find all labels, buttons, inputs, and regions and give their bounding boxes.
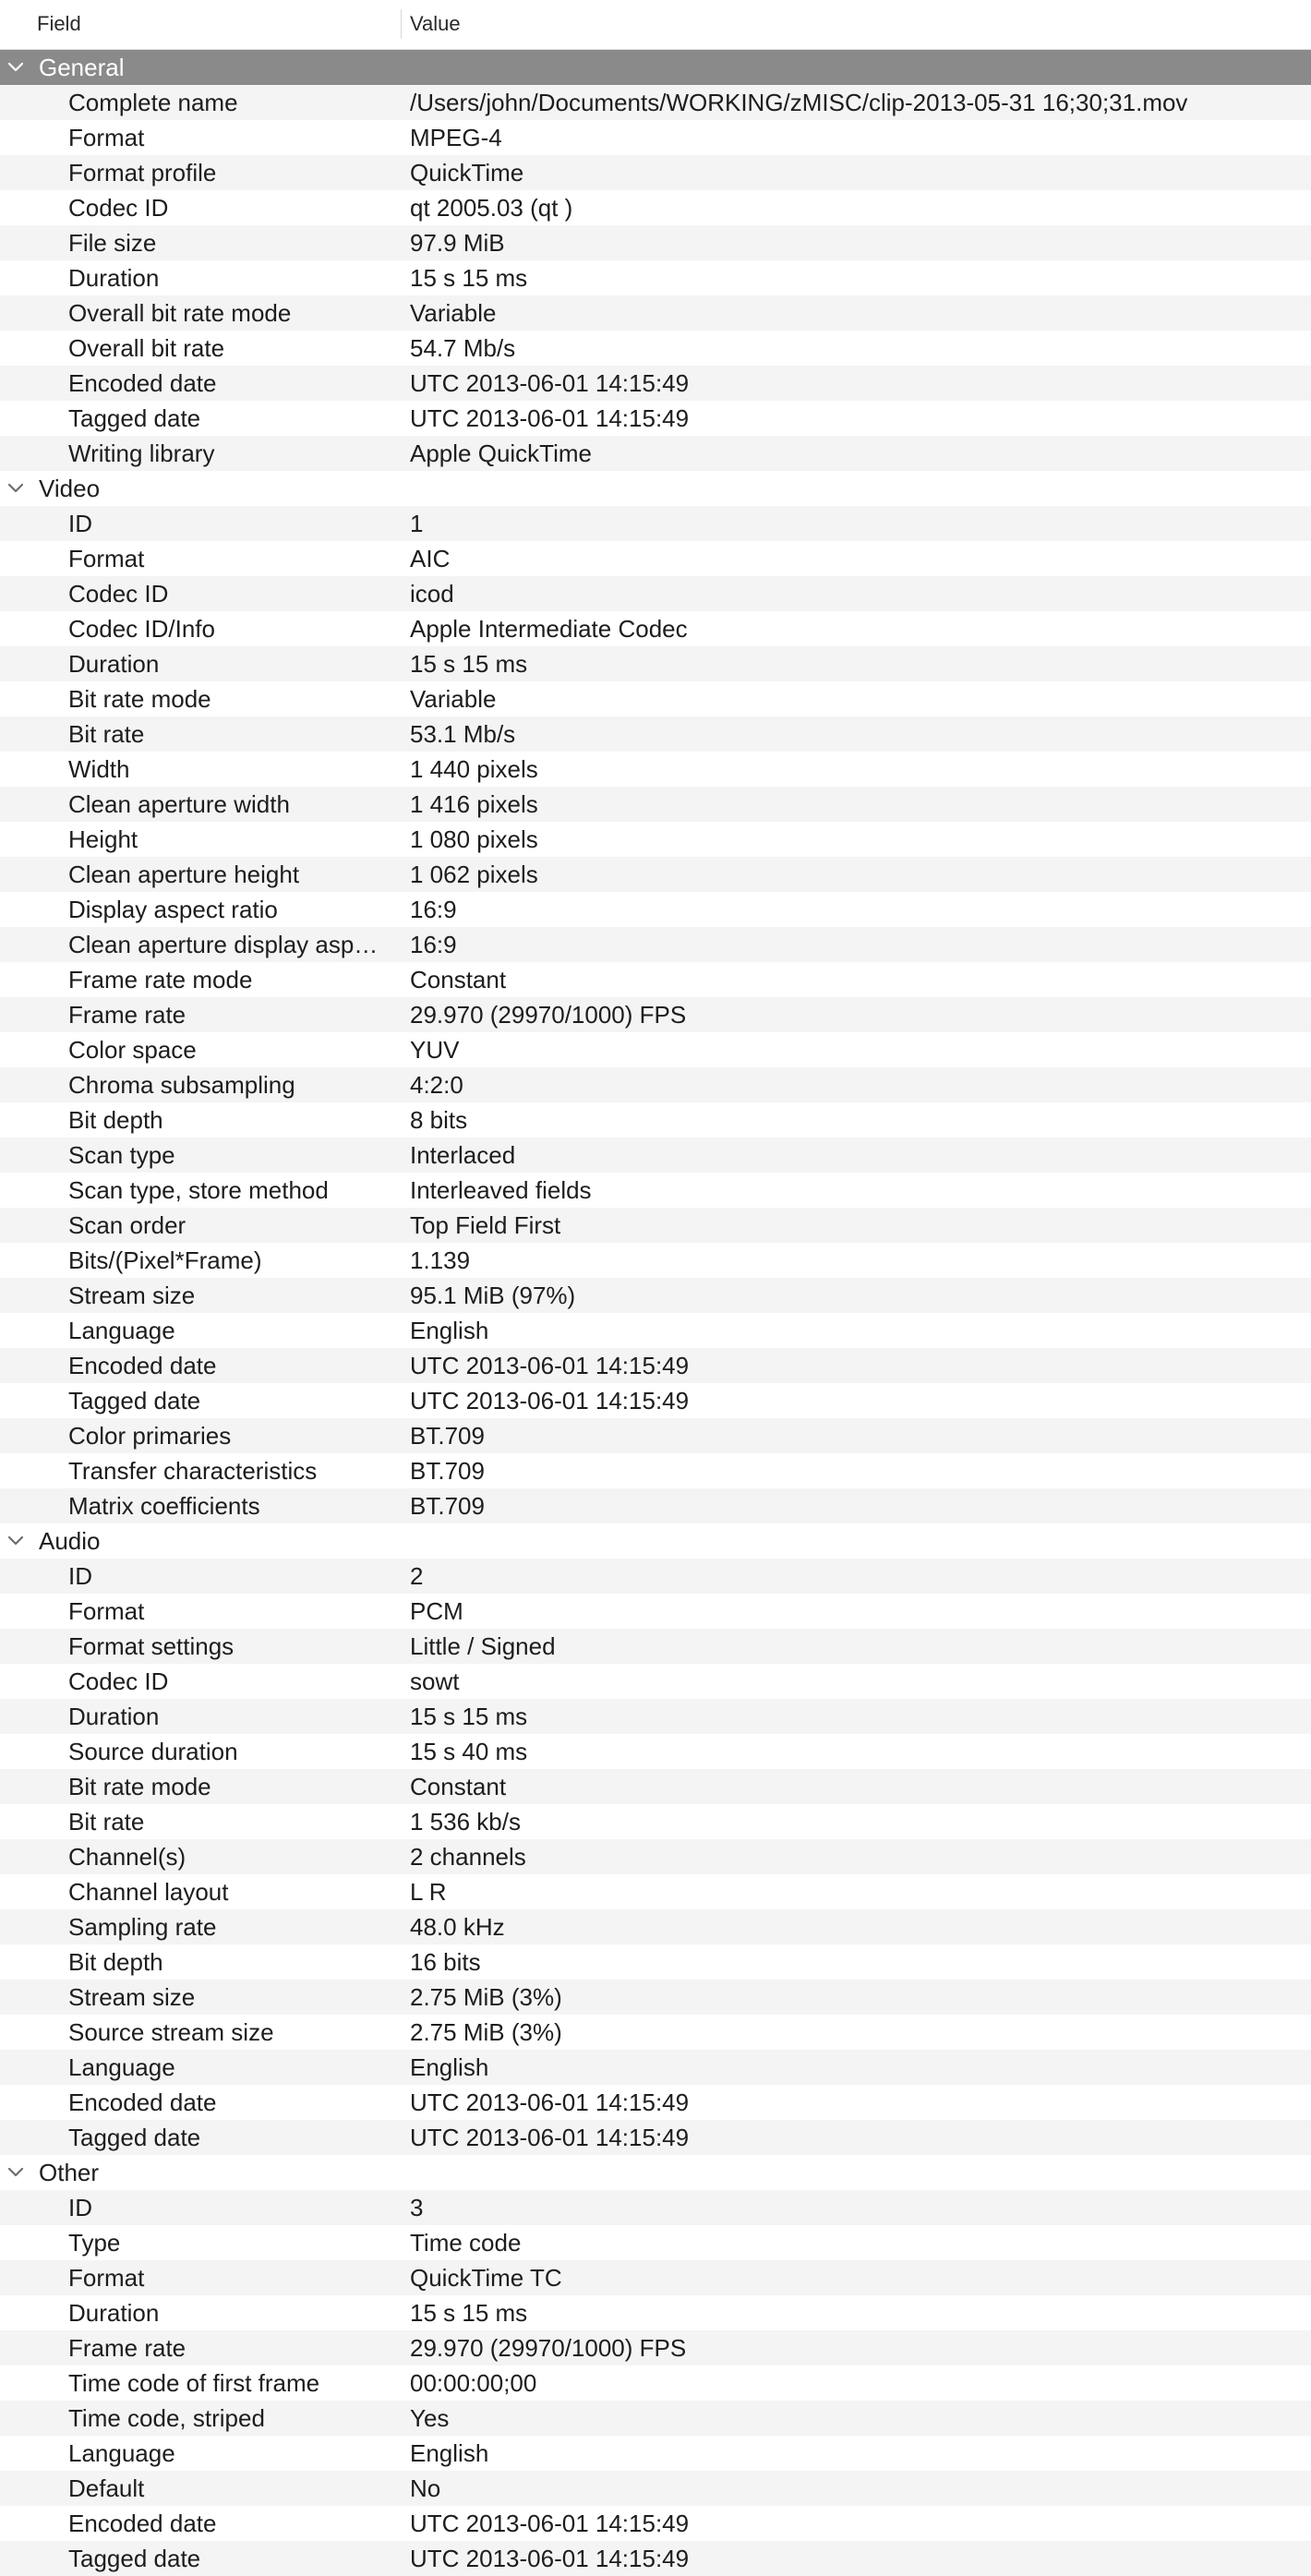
field-value: Interlaced [410, 1141, 516, 1169]
table-row[interactable] [0, 997, 1311, 1032]
field-label: Tagged date [68, 1387, 201, 1414]
field-value: UTC 2013-06-01 14:15:49 [410, 404, 690, 432]
field-label: Color space [68, 1036, 197, 1064]
table-row[interactable] [0, 1804, 1311, 1839]
table-row[interactable] [0, 295, 1311, 331]
table-row[interactable] [0, 1208, 1311, 1243]
field-value: Interleaved fields [410, 1176, 592, 1204]
table-row[interactable] [0, 962, 1311, 997]
field-label: Source stream size [68, 2018, 274, 2046]
table-row[interactable] [0, 190, 1311, 225]
field-label: Language [68, 1317, 175, 1344]
field-value: BT.709 [410, 1492, 485, 1520]
table-row[interactable] [0, 576, 1311, 611]
field-value: 16:9 [410, 931, 457, 958]
field-value: MPEG-4 [410, 124, 502, 151]
field-label: ID [68, 510, 92, 537]
table-row[interactable] [0, 1383, 1311, 1418]
field-label: Bit depth [68, 1948, 163, 1976]
field-value: BT.709 [410, 1422, 485, 1450]
table-row[interactable] [0, 1909, 1311, 1944]
table-row[interactable] [0, 2015, 1311, 2050]
field-label: Complete name [68, 89, 238, 116]
chevron-down-icon[interactable] [6, 1523, 26, 1559]
field-value: 15 s 15 ms [410, 1703, 528, 1730]
table-row[interactable] [0, 1067, 1311, 1102]
table-row[interactable] [0, 2436, 1311, 2471]
table-row[interactable] [0, 2120, 1311, 2155]
field-value: 2.75 MiB (3%) [410, 2018, 562, 2046]
field-label: Encoded date [68, 369, 217, 397]
table-row[interactable] [0, 2225, 1311, 2260]
field-value: AIC [410, 545, 451, 572]
field-value: 97.9 MiB [410, 229, 505, 257]
field-value: No [410, 2474, 441, 2502]
column-header-field[interactable]: Field [37, 12, 81, 35]
table-row[interactable] [0, 506, 1311, 541]
field-value: 29.970 (29970/1000) FPS [410, 2334, 687, 2362]
field-value: 1 062 pixels [410, 861, 538, 888]
field-label: Language [68, 2053, 175, 2081]
table-row[interactable] [0, 1313, 1311, 1348]
table-row[interactable] [0, 331, 1311, 366]
table-row[interactable] [0, 857, 1311, 892]
field-label: Format [68, 1597, 145, 1625]
field-value: English [410, 2439, 489, 2467]
field-label: Writing library [68, 439, 215, 467]
field-value: Variable [410, 299, 497, 327]
field-value: PCM [410, 1597, 463, 1625]
group-row-video[interactable] [0, 471, 1311, 506]
field-label: Duration [68, 264, 160, 292]
field-label: Bit rate mode [68, 685, 211, 713]
table-row[interactable] [0, 716, 1311, 752]
field-value: 15 s 40 ms [410, 1738, 528, 1765]
field-label: Width [68, 755, 130, 783]
field-label: Transfer characteristics [68, 1457, 318, 1485]
table-row[interactable] [0, 436, 1311, 471]
table-row[interactable] [0, 2260, 1311, 2295]
field-value: UTC 2013-06-01 14:15:49 [410, 2124, 690, 2151]
field-label: Color primaries [68, 1422, 232, 1450]
field-label: Sampling rate [68, 1913, 217, 1941]
field-label: Language [68, 2439, 175, 2467]
field-value: 1 440 pixels [410, 755, 538, 783]
field-value: /Users/john/Documents/WORKING/zMISC/clip-2013-05-31 16;30;31.mov [410, 89, 1188, 116]
field-label: Bit depth [68, 1106, 163, 1134]
field-value: 15 s 15 ms [410, 264, 528, 292]
table-row[interactable] [0, 2541, 1311, 2576]
field-value: 95.1 MiB (97%) [410, 1282, 576, 1309]
table-row[interactable] [0, 1488, 1311, 1523]
field-label: ID [68, 1562, 92, 1590]
table-row[interactable] [0, 1559, 1311, 1594]
field-value: 1 416 pixels [410, 790, 538, 818]
field-value: L R [410, 1878, 447, 1906]
field-label: Stream size [68, 1983, 196, 2011]
field-value: 29.970 (29970/1000) FPS [410, 1001, 687, 1029]
field-value: Apple Intermediate Codec [410, 615, 688, 643]
field-label: Encoded date [68, 2510, 217, 2537]
field-value: 2 [410, 1562, 424, 1590]
field-label: File size [68, 229, 157, 257]
field-value: English [410, 2053, 489, 2081]
group-row-other[interactable] [0, 2155, 1311, 2190]
table-row[interactable] [0, 1769, 1311, 1804]
field-label: Codec ID [68, 194, 169, 222]
field-label: Stream size [68, 1282, 196, 1309]
column-divider[interactable] [401, 9, 402, 39]
field-value: 1 080 pixels [410, 825, 538, 853]
table-row[interactable] [0, 260, 1311, 295]
field-value: UTC 2013-06-01 14:15:49 [410, 2510, 690, 2537]
field-label: Scan type, store method [68, 1176, 329, 1204]
table-row[interactable] [0, 2085, 1311, 2120]
field-value: UTC 2013-06-01 14:15:49 [410, 1352, 690, 1379]
table-row[interactable] [0, 646, 1311, 681]
table-row[interactable] [0, 1734, 1311, 1769]
field-value: 16 bits [410, 1948, 481, 1976]
chevron-down-icon[interactable] [6, 2155, 26, 2190]
chevron-down-icon[interactable] [6, 471, 26, 506]
field-value: Variable [410, 685, 497, 713]
table-row[interactable] [0, 1138, 1311, 1173]
field-label: Clean aperture display asp… [68, 931, 379, 958]
field-value: UTC 2013-06-01 14:15:49 [410, 1387, 690, 1414]
table-row[interactable] [0, 1102, 1311, 1138]
table-row[interactable] [0, 2050, 1311, 2085]
field-label: ID [68, 2194, 92, 2221]
table-row[interactable] [0, 822, 1311, 857]
field-value: UTC 2013-06-01 14:15:49 [410, 369, 690, 397]
field-label: Format profile [68, 159, 217, 187]
field-value: Time code [410, 2229, 522, 2257]
field-value: 15 s 15 ms [410, 2299, 528, 2327]
field-label: Encoded date [68, 2088, 217, 2116]
table-row[interactable] [0, 2506, 1311, 2541]
table-row[interactable] [0, 1699, 1311, 1734]
field-value: Constant [410, 966, 507, 993]
field-value: 2.75 MiB (3%) [410, 1983, 562, 2011]
table-row[interactable] [0, 1874, 1311, 1909]
field-label: Format [68, 545, 145, 572]
field-label: Duration [68, 2299, 160, 2327]
group-row-general[interactable] [0, 50, 1311, 85]
field-value: Constant [410, 1773, 507, 1800]
field-label: Encoded date [68, 1352, 217, 1379]
field-label: Overall bit rate [68, 334, 225, 362]
field-label: Chroma subsampling [68, 1071, 295, 1099]
table-row[interactable] [0, 1243, 1311, 1278]
group-label: Other [39, 2159, 100, 2186]
field-label: Channel layout [68, 1878, 229, 1906]
field-value: English [410, 1317, 489, 1344]
group-label: General [39, 54, 125, 81]
field-label: Tagged date [68, 2545, 201, 2572]
field-value: qt 2005.03 (qt ) [410, 194, 573, 222]
table-row[interactable] [0, 401, 1311, 436]
field-value: 15 s 15 ms [410, 650, 528, 678]
field-value: 54.7 Mb/s [410, 334, 516, 362]
field-value: sowt [410, 1667, 460, 1695]
field-label: Bits/(Pixel*Frame) [68, 1246, 262, 1274]
table-row[interactable] [0, 1453, 1311, 1488]
field-label: Tagged date [68, 2124, 201, 2151]
field-value: 1 536 kb/s [410, 1808, 521, 1836]
field-value: Top Field First [410, 1211, 561, 1239]
table-row[interactable] [0, 1594, 1311, 1629]
field-label: Tagged date [68, 404, 201, 432]
field-label: Display aspect ratio [68, 896, 278, 923]
field-value: 1.139 [410, 1246, 471, 1274]
field-value: YUV [410, 1036, 460, 1064]
field-value: 4:2:0 [410, 1071, 463, 1099]
table-row[interactable] [0, 927, 1311, 962]
field-label: Frame rate mode [68, 966, 253, 993]
field-label: Frame rate [68, 1001, 186, 1029]
table-row[interactable] [0, 1348, 1311, 1383]
field-label: Format settings [68, 1632, 235, 1660]
outline-rows [0, 50, 1311, 2576]
table-row[interactable] [0, 1629, 1311, 1664]
field-label: Duration [68, 1703, 160, 1730]
field-value: 2 channels [410, 1843, 526, 1871]
field-label: Codec ID/Info [68, 615, 215, 643]
field-label: Clean aperture height [68, 861, 300, 888]
field-value: 8 bits [410, 1106, 468, 1134]
field-label: Bit rate [68, 1808, 145, 1836]
field-label: Scan type [68, 1141, 175, 1169]
field-value: 48.0 kHz [410, 1913, 505, 1941]
table-row[interactable] [0, 1418, 1311, 1453]
table-row[interactable] [0, 2190, 1311, 2225]
field-label: Format [68, 2264, 145, 2292]
table-row[interactable] [0, 611, 1311, 646]
table-row[interactable] [0, 1944, 1311, 1980]
field-label: Matrix coefficients [68, 1492, 260, 1520]
field-value: 1 [410, 510, 424, 537]
field-value: 3 [410, 2194, 424, 2221]
field-label: Source duration [68, 1738, 238, 1765]
table-row[interactable] [0, 2401, 1311, 2436]
table-row[interactable] [0, 2330, 1311, 2365]
field-label: Height [68, 825, 138, 853]
field-label: Duration [68, 650, 160, 678]
field-value: Apple QuickTime [410, 439, 592, 467]
field-label: Codec ID [68, 580, 169, 608]
table-row[interactable] [0, 1839, 1311, 1874]
field-label: Scan order [68, 1211, 186, 1239]
field-value: BT.709 [410, 1457, 485, 1485]
table-row[interactable] [0, 2365, 1311, 2401]
table-row[interactable] [0, 1664, 1311, 1699]
field-value: QuickTime [410, 159, 524, 187]
table-row[interactable] [0, 787, 1311, 822]
table-row[interactable] [0, 366, 1311, 401]
table-row[interactable] [0, 225, 1311, 260]
field-label: Codec ID [68, 1667, 169, 1695]
field-label: Overall bit rate mode [68, 299, 292, 327]
field-value: 16:9 [410, 896, 457, 923]
column-header-bar [0, 0, 1311, 50]
field-label: Bit rate [68, 720, 145, 748]
table-row[interactable] [0, 85, 1311, 120]
field-value: QuickTime TC [410, 2264, 562, 2292]
field-label: Default [68, 2474, 145, 2502]
field-label: Frame rate [68, 2334, 186, 2362]
field-value: Yes [410, 2404, 450, 2432]
table-row[interactable] [0, 1173, 1311, 1208]
field-value: 53.1 Mb/s [410, 720, 516, 748]
field-value: UTC 2013-06-01 14:15:49 [410, 2545, 690, 2572]
field-value: Little / Signed [410, 1632, 556, 1660]
table-row[interactable] [0, 1032, 1311, 1067]
column-header-value[interactable]: Value [410, 12, 461, 35]
field-label: Time code, striped [68, 2404, 265, 2432]
field-label: Type [68, 2229, 121, 2257]
table-row[interactable] [0, 681, 1311, 716]
table-row[interactable] [0, 155, 1311, 190]
table-row[interactable] [0, 2471, 1311, 2506]
table-row[interactable] [0, 752, 1311, 787]
table-row[interactable] [0, 541, 1311, 576]
group-row-audio[interactable] [0, 1523, 1311, 1559]
field-label: Channel(s) [68, 1843, 186, 1871]
table-row[interactable] [0, 892, 1311, 927]
field-value: UTC 2013-06-01 14:15:49 [410, 2088, 690, 2116]
table-row[interactable] [0, 1980, 1311, 2015]
table-row[interactable] [0, 120, 1311, 155]
group-label: Audio [39, 1527, 101, 1555]
group-label: Video [39, 475, 101, 502]
table-row[interactable] [0, 2295, 1311, 2330]
chevron-down-icon[interactable] [6, 50, 26, 85]
field-value: icod [410, 580, 454, 608]
table-row[interactable] [0, 1278, 1311, 1313]
field-value: 00:00:00;00 [410, 2369, 537, 2397]
field-label: Time code of first frame [68, 2369, 320, 2397]
field-label: Clean aperture width [68, 790, 290, 818]
field-label: Bit rate mode [68, 1773, 211, 1800]
field-label: Format [68, 124, 145, 151]
